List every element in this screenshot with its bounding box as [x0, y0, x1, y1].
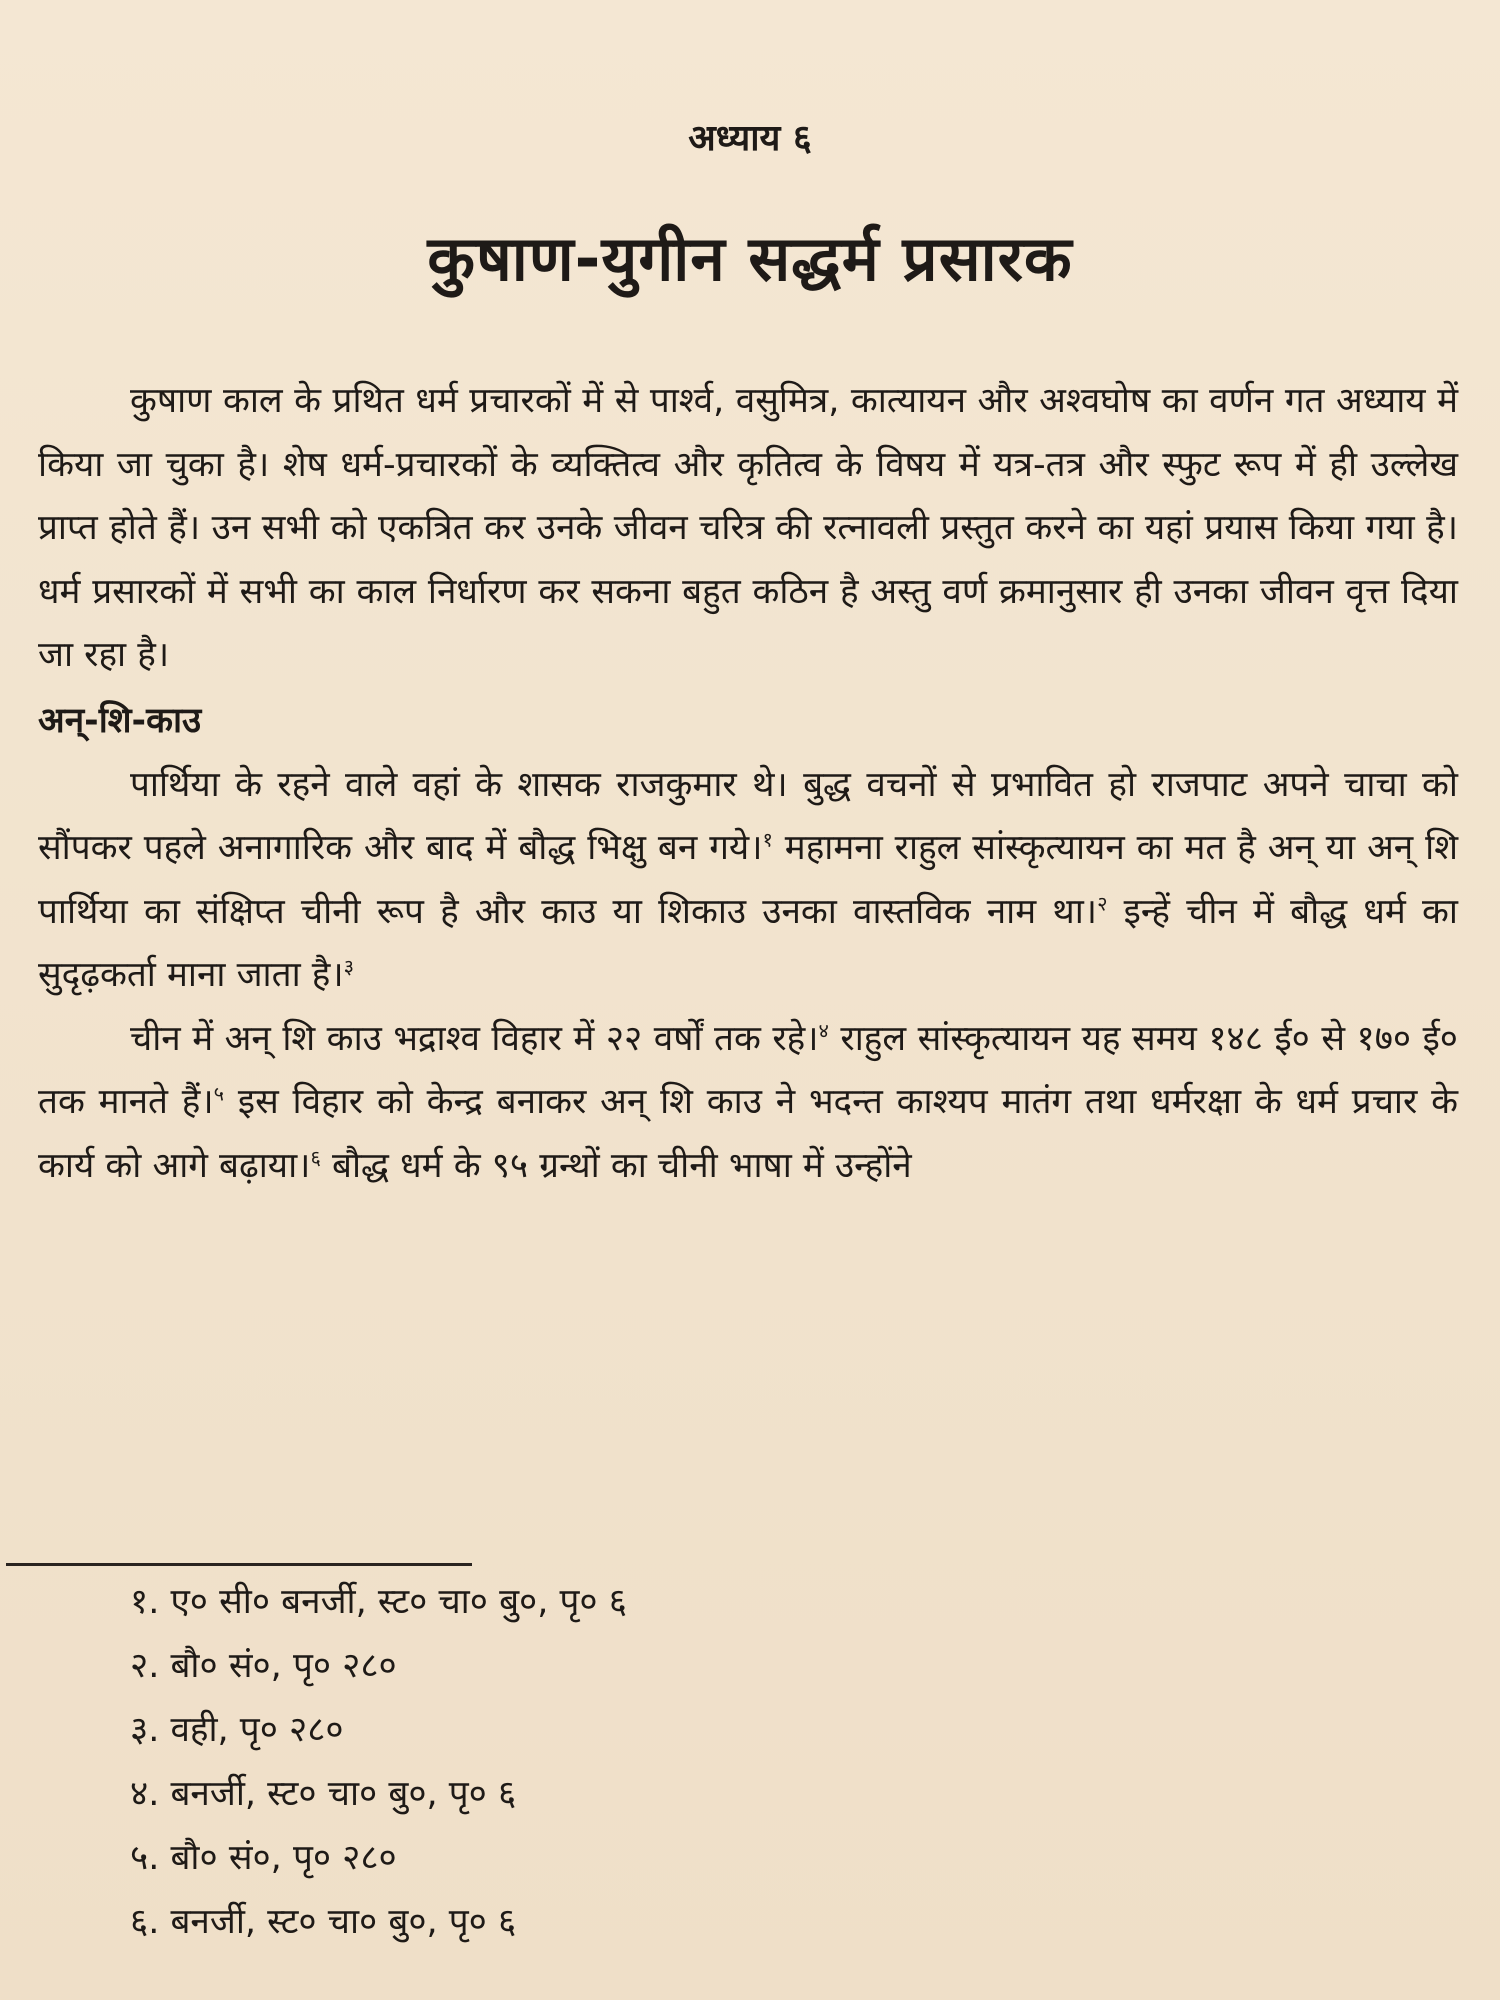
- paragraph-3: [38, 1008, 1458, 1199]
- footnote-1: १. ए० सी० बनर्जी, स्ट० चा० बु०, पृ० ६: [130, 1582, 627, 1622]
- intro-paragraph: कुषाण काल के प्रथित धर्म प्रचारकों में से पार्श्व, वसुमित्र, कात्यायन और अश्वघोष का वर्णन गत अध्याय में किया जा चुका है। शेष धर्म-प्रचारकों के व्यक्तित्व और कृतित्व के विषय में यत्र-तत्र और स्फुट रूप में ही उल्लेख प्राप्त होते हैं। उन सभी को एकत्रित कर उनके जीवन चरित्र की रत्नावली प्रस्तुत करने का यहां प्रयास किया गया है। धर्म प्रसारकों में सभी का काल निर्धारण कर सकना बहुत कठिन है अस्तु वर्ण क्रमानुसार ही उनका जीवन वृत्त दिया जा रहा है।: [38, 381, 1458, 675]
- footnote-4: ४. बनर्जी, स्ट० चा० बु०, पृ० ६: [130, 1774, 517, 1814]
- paragraph-2-part-c: इन्हें चीन में बौद्ध धर्म का सुदृढ़कर्ता माना जाता है।: [38, 891, 1458, 995]
- footnotes-list: [130, 1570, 1330, 1954]
- footnote-ref-3[interactable]: ३: [343, 954, 355, 979]
- paragraph-3-part-c: इस विहार को केन्द्र बनाकर अन् शि काउ ने भदन्त काश्यप मातंग तथा धर्मरक्षा के धर्म प्रचार के कार्य को आगे बढ़ाया।: [38, 1082, 1458, 1186]
- footnote-ref-6[interactable]: ६: [310, 1144, 321, 1169]
- body-text: [38, 370, 1458, 1198]
- chapter-title: कुषाण-युगीन सद्धर्म प्रसारक: [427, 222, 1073, 295]
- paragraph-2-part-b: महामना राहुल सांस्कृत्यायन का मत है अन् या अन् शि पार्थिया का संक्षिप्त चीनी रूप है और काउ या शिकाउ उनका वास्तविक नाम था।: [38, 828, 1458, 932]
- footnote-3: ३. वही, पृ० २८०: [130, 1710, 344, 1750]
- footnote-ref-2[interactable]: २: [1097, 890, 1108, 915]
- footnote-6: ६. बनर्जी, स्ट० चा० बु०, पृ० ६: [130, 1902, 517, 1942]
- footnote-5: ५. बौ० सं०, पृ० २८०: [130, 1838, 397, 1878]
- paragraph-3-part-a: चीन में अन् शि काउ भद्राश्व विहार में २२ वर्षों तक रहे।: [130, 1018, 819, 1059]
- paragraph-3-part-d: बौद्ध धर्म के ९५ ग्रन्थों का चीनी भाषा में उन्होंने: [320, 1145, 912, 1186]
- footnote-ref-1[interactable]: १: [762, 827, 773, 852]
- section-heading: अन्-शि-काउ: [38, 700, 202, 741]
- footnote-divider: [6, 1563, 472, 1566]
- paragraph-2-part-a: पार्थिया के रहने वाले वहां के शासक राजकुमार थे। बुद्ध वचनों से प्रभावित हो राजपाट अपने चाचा को सौंपकर पहले अनागारिक और बाद में बौद्ध भिक्षु बन गये।: [38, 764, 1458, 868]
- chapter-label: अध्याय ६: [688, 118, 812, 159]
- footnote-ref-4[interactable]: ४: [818, 1017, 829, 1042]
- footnote-2: २. बौ० सं०, पृ० २८०: [130, 1646, 397, 1686]
- paragraph-3-part-b: राहुल सांस्कृत्यायन यह समय १४८ ई० से १७० ई० तक मानते हैं।: [38, 1018, 1458, 1122]
- footnote-ref-5[interactable]: ५: [213, 1081, 225, 1106]
- paragraph-2: [38, 754, 1458, 1008]
